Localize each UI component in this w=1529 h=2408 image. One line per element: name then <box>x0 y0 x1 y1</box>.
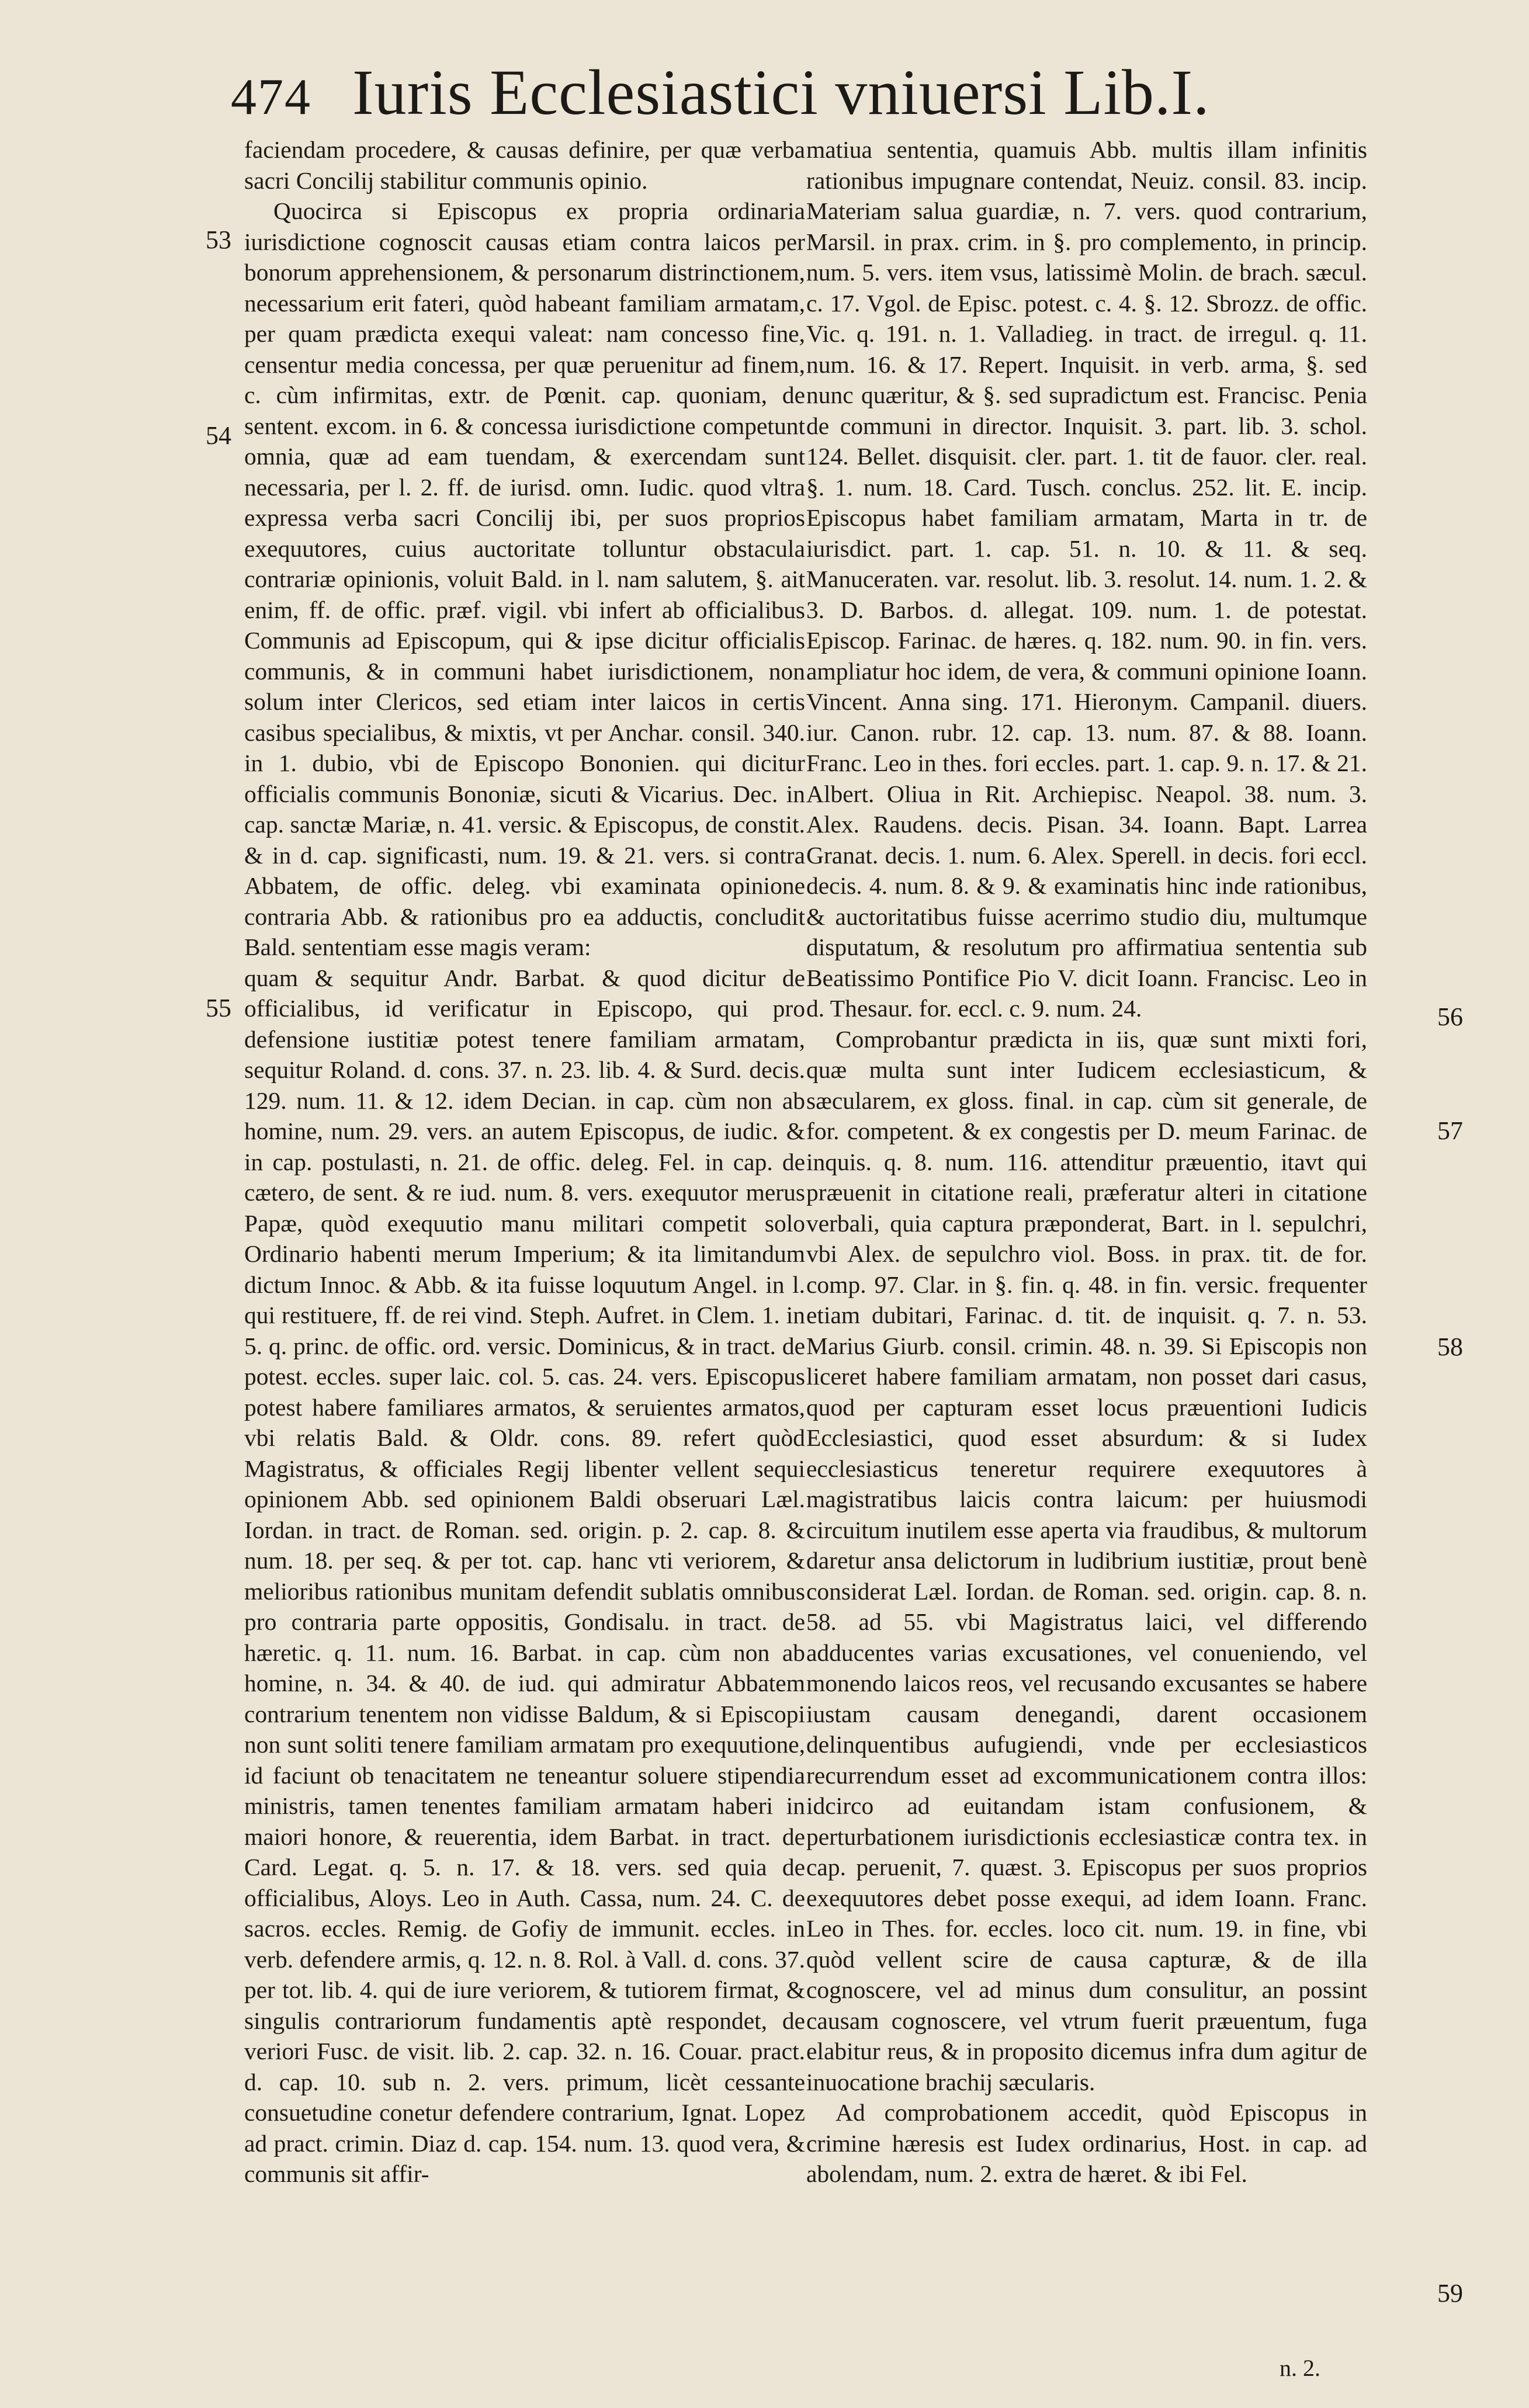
margin-number: 57 <box>1437 1116 1463 1145</box>
margin-number: 54 <box>206 421 231 450</box>
margin-number: 56 <box>1437 1002 1463 1031</box>
margin-number: 53 <box>206 225 231 254</box>
margin-number: 58 <box>1437 1333 1463 1361</box>
paragraph: Quocirca si Episcopus ex propria ordinaria iurisdictione cognoscit causas etiam contra laicos per bonorum apprehensionem, & personarum distrinctionem, necessarium erit fateri, quòd habeant familiam armatam, per quam prædicta exequi valeat: nam concesso fine, censentur media concessa, per quæ peruenitur ad finem, c. cùm infirmitas, extr. de Pœnit. cap. quoniam, de sentent. excom. in 6. & concessa iurisdictione competunt omnia, quæ ad eam tuendam, & exercendam sunt necessaria, per l. 2. ff. de iurisd. omn. Iudic. quod vltra expressa verba sacri Concilij ibi, per suos proprios exequutores, cuius auctoritate tolluntur obstacula contrariæ opinionis, voluit Bald. in l. nam salutem, §. ait enim, ff. de offic. præf. vigil. vbi infert ab officialibus Communis ad Episcopum, qui & ipse dicitur officialis communis, & in communi habet iurisdictionem, non solum inter Clericos, sed etiam inter laicos in certis casibus specialibus, & mixtis, vt per Anchar. consil. 340. in 1. dubio, vbi de Episcopo Bononien. qui dicitur officialis communis Bononiæ, sicuti & Vicarius. Dec. in cap. sanctæ Mariæ, n. 41. versic. & Episcopus, de constit. & in d. cap. significasti, num. 19. & 21. vers. si contra Abbatem, de offic. deleg. vbi examinata opinione contraria Abb. & rationibus pro ea adductis, concludit Bald. sententiam esse magis veram: <box>244 197 805 960</box>
right-column <box>806 134 1367 2190</box>
page-number: 474 <box>231 69 311 126</box>
paragraph: quam & sequitur Andr. Barbat. & quod dicitur de officialibus, id verificatur in Episcopo, qui pro defensione iustitiæ potest tenere familiam armatam, sequitur Roland. d. cons. 37. n. 23. lib. 4. & Surd. decis. 129. num. 11. & 12. idem Decian. in cap. cùm non ab homine, num. 29. vers. an autem Episcopus, de iudic. & in cap. postulasti, n. 21. de offic. deleg. Fel. in cap. de cætero, de sent. & re iud. num. 8. vers. exequutor merus Papæ, quòd exequutio manu militari competit solo Ordinario habenti merum Imperium; & ita limitandum dictum Innoc. & Abb. & ita fuisse loquutum Angel. in l. qui restituere, ff. de rei vind. Steph. Aufret. in Clem. 1. in 5. q. princ. de offic. ord. versic. Dominicus, & in tract. de potest. eccles. super laic. col. 5. cas. 24. vers. Episcopus potest habere familiares armatos, & seruientes armatos, vbi relatis Bald. & Oldr. cons. 89. refert quòd Magistratus, & officiales Regij libenter vellent sequi opinionem Abb. sed opinionem Baldi obseruari Læl. Iordan. in tract. de Roman. sed. origin. p. 2. cap. 8. & num. 18. per seq. & per tot. cap. hanc vti veriorem, & melioribus rationibus munitam defendit sublatis omnibus pro contraria parte oppositis, Gondisalu. in tract. de hæretic. q. 11. num. 16. Barbat. in cap. cùm non ab homine, n. 34. & 40. de iud. qui admiratur Abbatem contrarium tenentem non vidisse Baldum, & si Episcopi non sunt soliti tenere familiam armatam pro exequutione, id faciunt ob tenacitatem ne teneantur soluere stipendia ministris, tamen tenentes familiam armatam haberi in maiori honore, & reuerentia, idem Barbat. in tract. de Card. Legat. q. 5. n. 17. & 18. vers. sed quia de officialibus, Aloys. Leo in Auth. Cassa, num. 24. C. de sacros. eccles. Remig. de Gofiy de immunit. eccles. in verb. defendere armis, q. 12. n. 8. Rol. à Vall. d. cons. 37. per tot. lib. 4. qui de iure veriorem, & tutiorem firmat, & singulis contrariorum fundamentis aptè respondet, de veriori Fusc. de visit. lib. 2. cap. 32. n. 16. Couar. pract. d. cap. 10. sub n. 2. vers. primum, licèt cessante consuetudine conetur defendere contrarium, Ignat. Lopez ad pract. crimin. Diaz d. cap. 154. num. 13. quod vera, & communis sit affir- <box>244 964 805 2187</box>
paragraph: faciendam procedere, & causas definire, per quæ verba sacri Concilij stabilitur communis opinio. <box>244 136 805 194</box>
paragraph: Ad comprobationem accedit, quòd Episcopus in crimine hæresis est Iudex ordinarius, Host. in cap. ad abolendam, num. 2. extra de hæret. & ibi Fel. <box>806 2099 1367 2187</box>
page-header <box>231 55 1210 126</box>
margin-number: 59 <box>1437 2279 1463 2308</box>
left-column <box>244 134 805 2190</box>
paragraph: matiua sententia, quamuis Abb. multis illam infinitis rationibus impugnare contendat, Neuiz. consil. 83. incip. Materiam salua guardiæ, n. 7. vers. quod contrarium, Marsil. in prax. crim. in §. pro complemento, in princip. num. 5. vers. item vsus, latissimè Molin. de brach. sæcul. c. 17. Vgol. de Episc. potest. c. 4. §. 12. Sbrozz. de offic. Vic. q. 191. n. 1. Valladieg. in tract. de irregul. q. 11. num. 16. & 17. Repert. Inquisit. in verb. arma, §. sed nunc quæritur, & §. sed supradictum est. Francisc. Penia de communi in director. Inquisit. 3. part. lib. 3. schol. 124. Bellet. disquisit. cler. part. 1. tit de fauor. cler. real. §. 1. num. 18. Card. Tusch. conclus. 252. lit. E. incip. Episcopus habet familiam armatam, Marta in tr. de iurisdict. part. 1. cap. 51. n. 10. & 11. & seq. Manuceraten. var. resolut. lib. 3. resolut. 14. num. 1. 2. & 3. D. Barbos. d. allegat. 109. num. 1. de potestat. Episcop. Farinac. de hæres. q. 182. num. 90. in fin. vers. ampliatur hoc idem, de vera, & communi opinione Ioann. Vincent. Anna sing. 171. Hieronym. Campanil. diuers. iur. Canon. rubr. 12. cap. 13. num. 87. & 88. Ioann. Franc. Leo in thes. fori eccles. part. 1. cap. 9. n. 17. & 21. Albert. Oliua in Rit. Archiepisc. Neapol. 38. num. 3. Alex. Raudens. decis. Pisan. 34. Ioann. Bapt. Larrea Granat. decis. 1. num. 6. Alex. Sperell. in decis. fori eccl. decis. 4. num. 8. & 9. & examinatis hinc inde rationibus, & auctoritatibus fuisse acerrimo studio diu, multumque disputatum, & resolutum pro affirmatiua sententia sub Beatissimo Pontifice Pio V. dicit Ioann. Francisc. Leo in d. Thesaur. for. eccl. c. 9. num. 24. <box>806 136 1367 1022</box>
catchword: n. 2. <box>1280 2355 1320 2381</box>
running-title: Iuris Ecclesiastici vniuersi Lib.I. <box>352 57 1210 128</box>
paragraph: Comprobantur prædicta in iis, quæ sunt mixti fori, quæ multa sunt inter Iudicem ecclesiasticum, & sæcularem, ex gloss. final. in cap. cùm sit generale, de for. competent. & ex congestis per D. meum Farinac. de inquis. q. 8. num. 116. attenditur præuentio, itavt qui præuenit in citatione reali, præferatur alteri in citatione verbali, quia captura præponderat, Bart. in l. sepulchri, vbi Alex. de sepulchro viol. Boss. in prax. tit. de for. comp. 97. Clar. in §. fin. q. 48. in fin. versic. frequenter etiam dubitari, Farinac. d. tit. de inquisit. q. 7. n. 53. Marius Giurb. consil. crimin. 48. n. 39. Si Episcopis non liceret habere familiam armatam, non posset dari casus, quod per capturam esset locus præuentioni Iudicis Ecclesiastici, quod esset absurdum: & si Iudex ecclesiasticus teneretur requirere exequutores à magistratibus laicis contra laicum: per huiusmodi circuitum inutilem esse aperta via fraudibus, & multorum daretur ansa delictorum in ludibrium iustitiæ, prout benè considerat Læl. Iordan. de Roman. sed. origin. cap. 8. n. 58. ad 55. vbi Magistratus laici, vel differendo adducentes varias excusationes, vel conueniendo, vel monendo laicos reos, vel recusando excusantes se habere iustam causam denegandi, darent occasionem delinquentibus aufugiendi, vnde per ecclesiasticos recurrendum esset ad excommunicationem contra illos: idcirco ad euitandam istam confusionem, & perturbationem iurisdictionis ecclesiasticæ contra tex. in cap. peruenit, 7. quæst. 3. Episcopus per suos proprios exequutores debet posse exequi, ad idem Ioann. Franc. Leo in Thes. for. eccles. loco cit. num. 19. in fine, vbi quòd vellent scire de causa capturæ, & de illa cognoscere, vel ad minus dum consulitur, an possint causam cognoscere, vel vtrum fuerit præuentum, fuga elabitur reus, & in proposito dicemus infra dum agitur de inuocatione brachij sæcularis. <box>806 1025 1367 2095</box>
margin-number: 55 <box>206 994 231 1022</box>
